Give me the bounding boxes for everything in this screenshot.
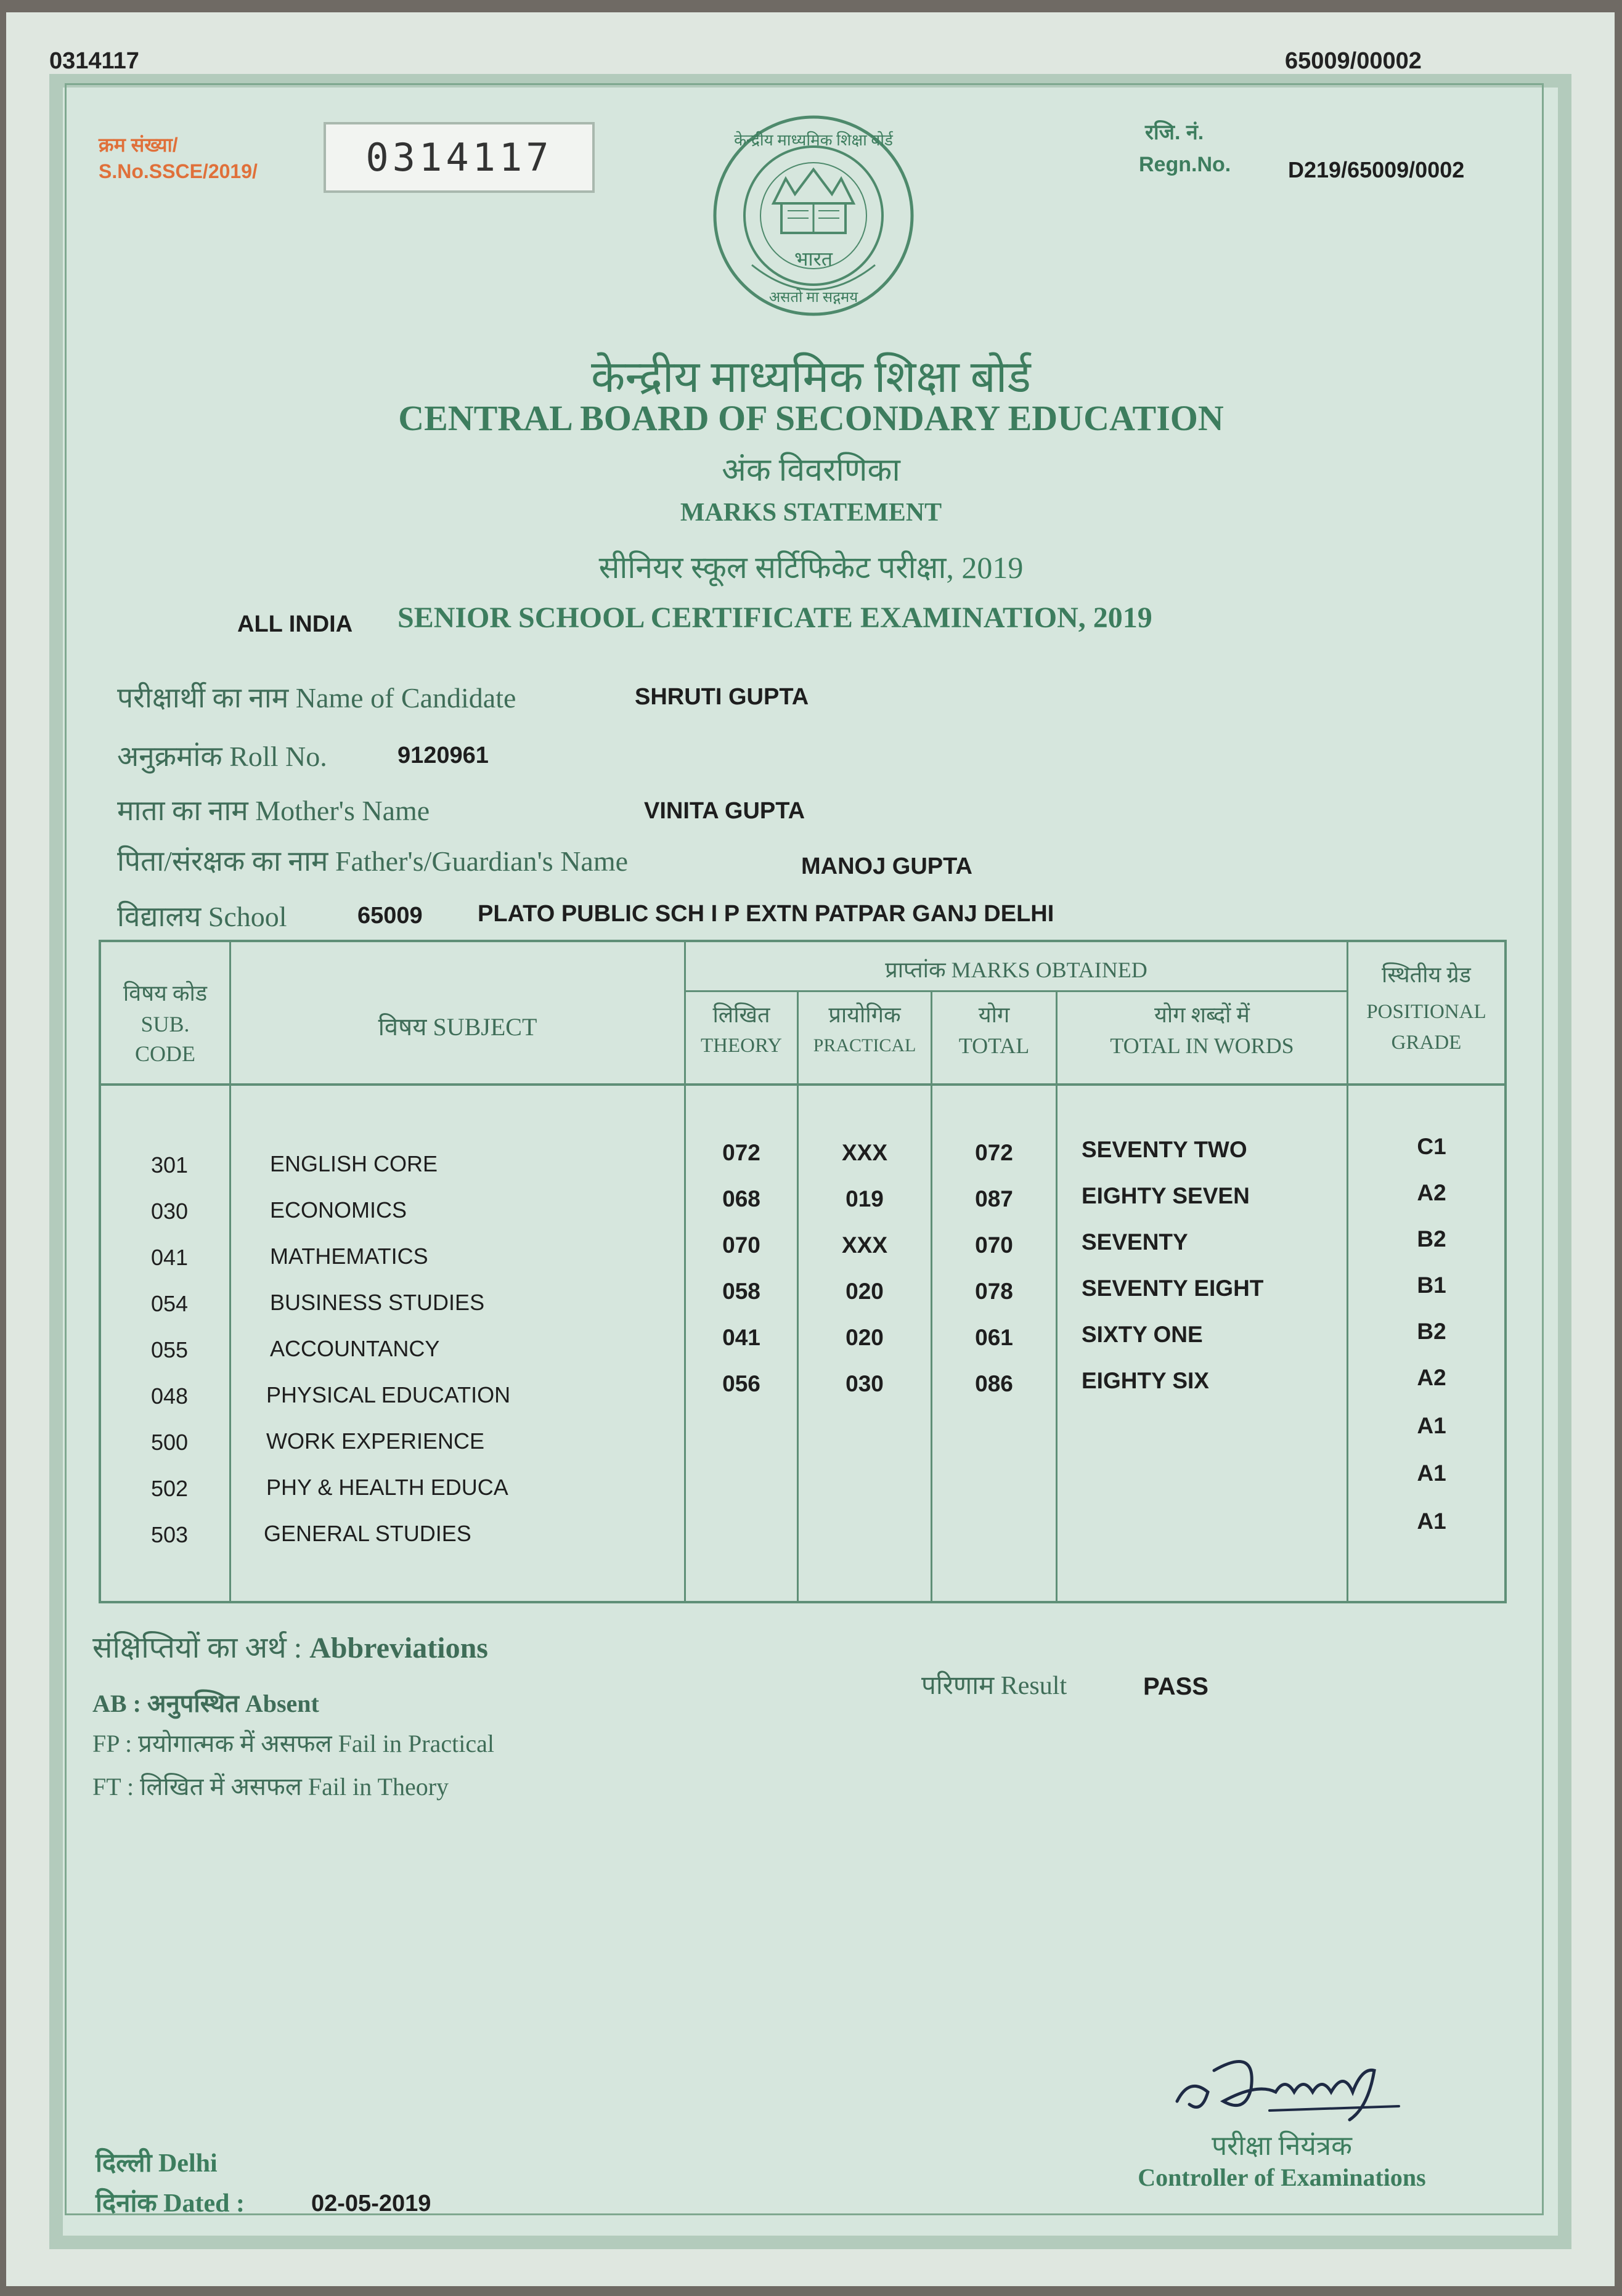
serial-label-en: S.No.SSCE/2019/ [99, 160, 258, 182]
grade: A1 [1417, 1413, 1446, 1438]
practical-marks: XXX [841, 1232, 888, 1258]
practical-marks: XXX [841, 1140, 888, 1165]
total-in-words: EIGHTY SEVEN [1082, 1183, 1250, 1208]
sub-code: 030 [151, 1199, 189, 1224]
total-marks: 072 [975, 1140, 1013, 1165]
practical-marks: 030 [846, 1371, 884, 1396]
sub-code: 503 [151, 1522, 189, 1547]
theory-marks: 056 [722, 1371, 760, 1396]
subject-name: MATHEMATICS [270, 1244, 428, 1269]
regn-label-en: Regn.No. [1139, 153, 1231, 176]
candidate-name: SHRUTI GUPTA [635, 684, 809, 710]
emblem-motto: असतो मा सद्गमय [768, 290, 858, 306]
emblem-ring-text: केन्द्रीय माध्यमिक शिक्षा बोर्ड [734, 131, 893, 149]
abbreviations-title-hindi: संक्षिप्तियों का अर्थ : [92, 1632, 303, 1664]
top-left-code: 0314117 [49, 48, 139, 74]
total-marks: 070 [975, 1232, 1013, 1258]
school-name: PLATO PUBLIC SCH I P EXTN PATPAR GANJ DELHI [478, 901, 1054, 927]
candidate-name-label: परीक्षार्थी का नाम Name of Candidate [117, 682, 516, 714]
total-marks: 086 [975, 1371, 1013, 1396]
th-code-2: CODE [135, 1041, 195, 1066]
father-name: MANOJ GUPTA [801, 853, 972, 879]
dated-label: दिनांक Dated : [96, 2189, 245, 2218]
roll-no: 9120961 [397, 743, 489, 768]
practical-marks: 020 [846, 1325, 884, 1350]
th-total-hindi: योग [978, 1003, 1010, 1027]
theory-marks: 068 [722, 1186, 760, 1211]
th-marks-obtained: प्राप्तांक MARKS OBTAINED [885, 958, 1147, 982]
abbreviations-title [92, 1627, 488, 1667]
statement-title-en: MARKS STATEMENT [680, 499, 942, 527]
subject-name: GENERAL STUDIES [264, 1521, 471, 1546]
total-in-words: SEVENTY TWO [1082, 1137, 1247, 1162]
grade: A1 [1417, 1508, 1446, 1534]
all-india-label: ALL INDIA [237, 611, 353, 637]
total-in-words: SEVENTY EIGHT [1082, 1276, 1264, 1301]
theory-marks: 072 [722, 1140, 760, 1165]
total-marks: 061 [975, 1325, 1013, 1350]
th-code-hindi: विषय कोड [123, 981, 208, 1006]
school-label: विद्यालय School [117, 901, 287, 932]
subject-name: ENGLISH CORE [270, 1151, 438, 1176]
th-words: TOTAL IN WORDS [1110, 1033, 1294, 1058]
mother-name-label: माता का नाम Mother's Name [117, 795, 430, 826]
total-marks: 087 [975, 1186, 1013, 1211]
th-practical-hindi: प्रायोगिक [828, 1003, 901, 1027]
th-grade-1: POSITIONAL [1366, 1001, 1486, 1023]
sub-code: 301 [151, 1152, 189, 1178]
serial-label-hindi: क्रम संख्या/ [99, 134, 178, 156]
theory-marks: 070 [722, 1232, 760, 1258]
result-label: परिणाम Result [921, 1672, 1067, 1700]
total-marks: 078 [975, 1279, 1013, 1304]
grade: B1 [1417, 1272, 1446, 1298]
subject-name: BUSINESS STUDIES [270, 1290, 485, 1315]
practical-marks: 019 [846, 1186, 884, 1211]
sub-code: 502 [151, 1476, 189, 1501]
emblem-center-text: भारत [794, 248, 833, 270]
th-subject: विषय SUBJECT [378, 1013, 537, 1041]
mother-name: VINITA GUPTA [644, 798, 805, 824]
subject-name: ACCOUNTANCY [270, 1336, 440, 1361]
grade: B2 [1417, 1226, 1446, 1252]
theory-marks: 041 [722, 1325, 760, 1350]
th-grade-hindi: स्थितीय ग्रेड [1382, 963, 1471, 987]
grade: A1 [1417, 1460, 1446, 1486]
abbr-fail-practical: FP : प्रयोगात्मक में असफल Fail in Practical [92, 1730, 494, 1757]
th-practical: PRACTICAL [813, 1035, 916, 1056]
abbr-fail-theory: FT : लिखित में असफल Fail in Theory [92, 1773, 449, 1801]
statement-title-hindi: अंक विवरणिका [722, 453, 900, 488]
roll-no-label: अनुक्रमांक Roll No. [117, 741, 327, 772]
grade: A2 [1417, 1180, 1446, 1205]
th-words-hindi: योग शब्दों में [1154, 1003, 1250, 1027]
total-in-words: EIGHTY SIX [1082, 1368, 1209, 1393]
top-right-code: 65009/00002 [1285, 48, 1422, 74]
school-code: 65009 [357, 903, 423, 929]
cbse-emblem [709, 111, 918, 336]
place-delhi: दिल्ली Delhi [96, 2149, 218, 2178]
controller-title-hindi: परीक्षा नियंत्रक [1212, 2131, 1352, 2161]
abbreviations-title-en: Abbreviations [309, 1632, 488, 1664]
theory-marks: 058 [722, 1279, 760, 1304]
controller-signature [1165, 2033, 1436, 2132]
th-code-1: SUB. [141, 1012, 190, 1036]
sub-code: 041 [151, 1245, 189, 1270]
controller-title-en: Controller of Examinations [1138, 2164, 1426, 2191]
exam-title-hindi: सीनियर स्कूल सर्टिफिकेट परीक्षा, 2019 [598, 550, 1024, 585]
th-theory: THEORY [701, 1035, 782, 1057]
th-total: TOTAL [958, 1033, 1030, 1058]
sub-code: 055 [151, 1337, 189, 1362]
issue-date: 02-05-2019 [311, 2191, 431, 2217]
grade: B2 [1417, 1319, 1446, 1344]
result-value: PASS [1143, 1673, 1208, 1700]
subject-name: ECONOMICS [270, 1197, 407, 1223]
sub-code: 054 [151, 1291, 189, 1316]
sub-code: 500 [151, 1430, 189, 1455]
grade: A2 [1417, 1365, 1446, 1390]
subject-name: PHYSICAL EDUCATION [266, 1382, 511, 1407]
th-grade-2: GRADE [1391, 1032, 1462, 1054]
th-theory-hindi: लिखित [712, 1003, 770, 1027]
father-name-label: पिता/संरक्षक का नाम Father's/Guardian's Name [117, 845, 629, 877]
grade: C1 [1417, 1134, 1446, 1159]
total-in-words: SEVENTY [1082, 1229, 1188, 1255]
sub-code: 048 [151, 1383, 189, 1409]
subject-name: PHY & HEALTH EDUCA [266, 1475, 508, 1500]
abbr-absent: AB : अनुपस्थित Absent [92, 1690, 319, 1717]
regn-label-hindi: रजि. नं. [1145, 121, 1204, 144]
exam-title-en: SENIOR SCHOOL CERTIFICATE EXAMINATION, 2019 [397, 601, 1152, 634]
practical-marks: 020 [846, 1279, 884, 1304]
total-in-words: SIXTY ONE [1082, 1322, 1203, 1347]
subject-name: WORK EXPERIENCE [266, 1428, 485, 1454]
regn-number: D219/65009/0002 [1288, 157, 1465, 182]
board-title-en: CENTRAL BOARD OF SECONDARY EDUCATION [398, 398, 1224, 438]
board-title-hindi: केन्द्रीय माध्यमिक शिक्षा बोर्ड [591, 352, 1031, 402]
serial-number-box: 0314117 [324, 122, 595, 193]
